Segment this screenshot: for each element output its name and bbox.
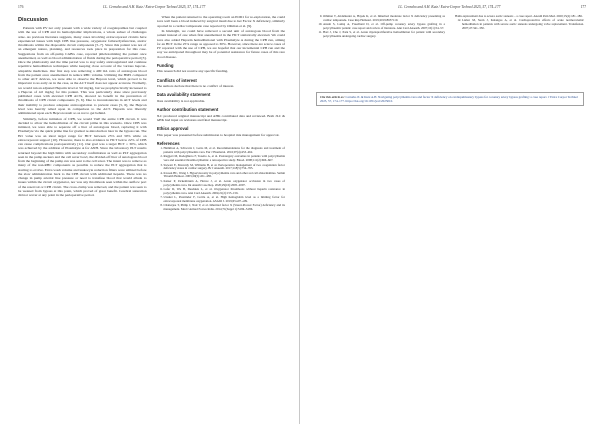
funding-text: This research did not receive any specific funding.: [156, 69, 229, 74]
conflicts-text: The authors declare that there is no conflict of interest.: [156, 84, 235, 89]
running-head-left: [18, 5, 285, 10]
right-column-2: [455, 15, 584, 416]
right-page: [300, 0, 600, 424]
citation-label: Cite this article as:: [320, 95, 345, 99]
discussion-paragraph: Patients with PV not only present with a wide variety of coagulopathies but coupled with the use of CPB and its hemodynamic implications, a whole subset of challenges arise. As previous literature suggests, many cases involving extracorporeal circuits have experienced issues with high CPB line pressure, oxygenator failure/dysfunction, and/or thrombosis within the disposable circuit components [5–7]. Since this patient was not of an emergent nature, planning, and resources took place in preparation for this case. Suggestions from an off-pump CABG case, reported phlebotomizing the patient once anesthetized, as well as blood administration of fluids during the perioperative period [3]. Once the phlebotomy and the time period was to stay safely anticoagulated and continue repetitive hemodilution techniques while keeping close account of the various hepcon-adaptable medicines. Our first step was removing a 400 mL ratio of autologous blood from the patient once anesthetized in reduce RBC volume. Utilizing the HMS compared to other ACT devices, we were able to observe the Hepcon level, which proved to be important to us early on in the case, as the ACT itself does not appear accurate. Normally, we would run an adjusted Heparin level at 3.0 mg/kg, but we prophylactically increased to a Hepcon of 4.0 mg/kg for this patient. This was particularly done since previously published cases with elevated CPB ACTs, showed no benefit in the prevention of thrombosis of CPB circuit components [5, 6]. Due to inconsistencies in ACT levels and their inability to produce adequate anticoagulation to prevent cases [5, 6], the Hepcon level was heavily relied upon in comparison to the ACT. Heparin was liberally administered upon each Hepcon result so as not to get behind.: [18, 26, 147, 115]
page-number: 176: [18, 5, 24, 9]
reference-item: 11. Hart J, Cho J, Park S, et al. Acute myeloproliferative hemodilution for patient with secondary polycythaemia undergoing cardiac surgery.: [323, 31, 445, 39]
discussion-paragraph: When the patient returned to the operating room on POD1 for re-exploration, the could have well been a blood induced by surgical insult due to her Factor X deficiency, similarly reported in a cardiac tamponade case reported by Othman et al. [9].: [156, 15, 285, 28]
left-page-columns: [18, 15, 285, 416]
reference-item: 5. Kaiser P, Zickenbrunn A, Herwe J, et al. Acute oxygenator occlusion in two cases of polycythemia vera. Int Anesth Case Rep. 2020;29(10):2005–2007.: [164, 180, 286, 188]
ethics-text: This paper was presented before submission to hospital risk management for approval.: [156, 132, 280, 137]
page-number: 177: [580, 5, 586, 9]
discussion-paragraph: Similarly, before initiation of CPB, we would VAP the entire CPB circuit. It was decided to allow the hemodilution of the circuit prime in this scenario. Once CPB was initiated, we were able to separate off a liter of autologous blood, replacing it with Plasmalyte via the quick prime line for gradual re-introduction later in the bypass run. The Hct value was an ideal target range for HCT between 25% and 30% while on extracorporeal support [10]. However, there is also evidence in HCT below 22% of CPB can cause complications postoperatively [11]. Our goal was a target HCT = 30%, which was achieved by the addition of Plasmalyte A for ANH. Since the laboratory PLT results returned beyond the high limits with secondary confirmation as well as PLT aggregation seen in the pump suckers and the cell saver bowl, the divided-off liter of autologous blood from the beginning of the pump run was sent to the cell saver. The intent was to remove as many of the non-RBC components as possible to reduce the PLT aggregation that is starting to evolve. Extra wash volume and leukocyte reduction filters were utilized before the slow administration back to the CPB circuit with additional heparin. There was no change in pump arterial line pressure or need to transfuse blood that would allude to issues within the circuit oxygenator, nor was any thrombosis seen within the outflow port of the reservoir or CPB circuit. The cross-clamp was removed, and the patient was seen to be weaned from bypass at this point, which proved of great benefit. Cerebral saturation did not waver at any point in the perioperative period.: [18, 116, 147, 198]
reference-item: 7. Ursulet L, Prestinder F, Cecila A, et al. High hemoglobin level as a limiting factor for extracorporeal membrane oxygenation. ASAIO J. 2019;65:e07–e09.: [164, 196, 286, 204]
running-head-title: I.L. Cernaho and A.H. Kutz / Extra-Corpor Technol 2025, 57, 174–177: [398, 5, 501, 9]
reference-list: [455, 19, 584, 30]
reference-item: 8. Chatterjee T, Philip J, Nair V, et al. Inherited factor X (Stuart-Prower Factor) deficiency and its management. Med J Armed Forces India. 2014;71(Suppl 1):S184–S186.: [164, 204, 286, 212]
reference-item: Hahn-replacement due to severe aortic stenosis – a case report. Anesth Pain Med. 2020;15(2):181–186.: [455, 15, 583, 18]
data-availability-text: Data availability is not applicable.: [156, 98, 206, 103]
reference-item: 9. Othman T, Abdelkader A, Hayek K, et al. Inherited moderate factor X deficiency presenting as cardiac tamponade. Case Rep Hematol. 2019;2019:8657110.: [323, 15, 445, 23]
discussion-heading: Discussion: [18, 17, 48, 23]
author-contribution-text: JLC produced original manuscript and AHK contributed data and reviewed. Both JLC & AHK had input on revisions and final manuscript.: [156, 113, 285, 122]
reference-item: 4. Kwaan HC, Wang J. Hyperviscosity in polycythemia vera and other red cell abnormalities. Semin Thromb Hemost. 2003;29(5):451–458.: [164, 172, 286, 180]
reference-list: [157, 147, 286, 211]
running-head-title: I.L. Cernaho and A.H. Kutz / Extra-Corpor Technol 2025, 57, 174–177: [103, 5, 206, 9]
right-column-1: [316, 15, 445, 416]
reference-item: 2. Ruggeri M, Rodeghiero F, Tosetto A, et al. Postsurgery outcomes in patients with polycythemia vera and essential thrombocythemia: a retrospective study. Blood. 2008;111(2):666–667.: [164, 155, 286, 163]
left-column-1: [18, 15, 147, 416]
funding-heading: Funding: [156, 62, 174, 68]
data-availability-heading: Data availability statement: [156, 92, 211, 98]
reference-item: 1. Hamilton A, Schwartz J, Gatto M, et al. Recommendations for the diagnosis and treatment of patients with polycythaemia vera. Eur J Haematol. 2016;97(4):453–462.: [164, 147, 286, 155]
discussion-paragraph: In hindsight, we could have removed a second unit of autologous blood from the patient instead of one when first anesthetized in the HCT statistically elevated. We could have also added Heparin hemodilutional with Plasmalyte A during the CPB run, aiming for an HCT in the 25% range as opposed to 30%. However, since there are scarce cases of PV reported with the use of CPB, we are hopeful that our incremental CPB run and the way we anticipated throughout may be of potential assistance for future cases of this rare blood disease.: [156, 29, 285, 59]
reference-item: 12. Lieber M, Stern J, Kalangos A, et al. Cardioprotective effects of acute normovolemic hemodilution in patients with severe aortic stenosis undergoing valve replacement. Transfusion. 2007;47:341–350.: [462, 19, 584, 30]
reference-item: 10. Ansah S, Lamaj A, Freedland D, et al. Off-pump coronary artery bypass grafting in a polycythaemic patient: case report and review of literature. Ann Card Anaesth. 2007;10(1):54–57.: [323, 23, 445, 31]
citation-box: [316, 92, 584, 106]
right-page-columns: [316, 15, 584, 416]
references-heading: References: [156, 140, 180, 146]
ethics-heading: Ethics approval: [156, 126, 189, 132]
conflicts-heading: Conflicts of interest: [156, 77, 197, 83]
running-head-right: [318, 5, 586, 10]
left-column-2: [157, 15, 286, 416]
reference-item: 3. Stewart E, Macurdy M, Williams B, et al. Perioperative management of two coagulation factor deficiency states in cardiac surgery. Br J Anaesth. 2017;118(5):754–765.: [164, 164, 286, 172]
citation-link[interactable]: Cernaho JL & Kutz A.H. Navigating polycythemia vera and factor X deficiency on cardiopulmonary bypass for coronary artery bypass grafting: a case report. J Extra Corpor Technol 2025, 57, 174–177. https://doi.org/10.1051/ject/2025010.: [320, 95, 578, 103]
reference-list: [316, 15, 445, 39]
reference-item: 6. Lafer D, Wu B, Desdakis L, et al. Oxygenator thrombosis without heparin resistance in polycythemia vera. Ann Card Anaesth. 2004;21(2):155–156.: [164, 188, 286, 196]
author-contribution-heading: Author contribution statement: [156, 107, 219, 113]
